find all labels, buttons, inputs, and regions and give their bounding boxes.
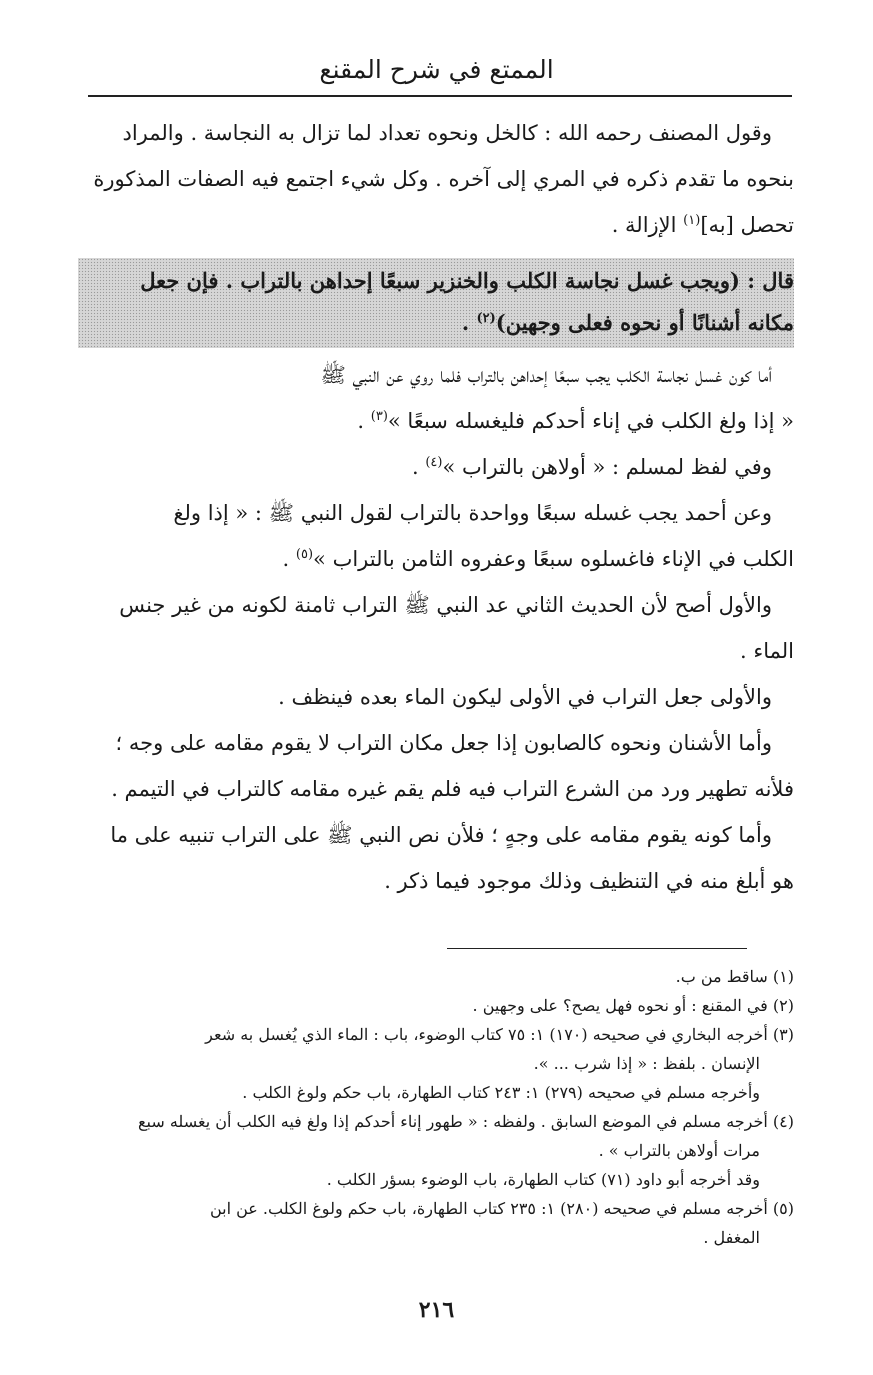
text-segment: تحصل [به] (700, 213, 794, 237)
text-segment: « إذا ولغ الكلب في إناء أحدكم فليغسله سبعًا » (387, 409, 794, 433)
text-segment: وفي لفظ لمسلم : « أولاهن بالتراب » (442, 455, 772, 479)
page-number: ٢١٦ (418, 1297, 455, 1323)
quote-line (78, 302, 794, 344)
footnote-marker: (٥) (295, 547, 314, 562)
text-line: وأما كونه يقوم مقامه على وجهٍ ؛ فلأن نص النبي ﷺ على التراب تنبيه على ما (110, 823, 772, 847)
footnote: (٣) أخرجه البخاري في صحيحه (١٧٠) ١: ٧٥ كتاب الوضوء، باب : الماء الذي يُغسل به شعر (205, 1025, 794, 1044)
main-text (78, 110, 794, 904)
text-line: والأول أصح لأن الحديث الثاني عد النبي ﷺ التراب ثامنة لكونه من غير جنس (119, 593, 772, 617)
matn-quote-box (78, 258, 794, 348)
text-line: هو أبلغ منه في التنظيف وذلك موجود فيما ذكر . (384, 869, 794, 893)
footnote: (١) ساقط من ب. (675, 967, 794, 986)
text-line: الماء . (740, 639, 794, 663)
text-segment: الإزالة . (611, 213, 677, 237)
footnote-marker: (٣) (370, 409, 388, 424)
text-line: أما كون غسل نجاسة الكلب يجب سبعًا إحداهن بالتراب فلما روي عن النبي ﷺ (320, 363, 772, 387)
footnote-marker: (٢) (476, 311, 496, 326)
footnote-marker: (٤) (425, 455, 443, 470)
text-line: وعن أحمد يجب غسله سبعًا وواحدة بالتراب لقول النبي ﷺ : « إذا ولغ (173, 501, 772, 525)
footnote-continuation: وأخرجه مسلم في صحيحه (٢٧٩) ١: ٢٤٣ كتاب الطهارة، باب حكم ولوغ الكلب . (242, 1083, 760, 1102)
header-divider (88, 95, 792, 97)
footnote-continuation: مرات أولاهن بالتراب » . (598, 1141, 760, 1160)
text-line: والأولى جعل التراب في الأولى ليكون الماء بعده فينظف . (278, 685, 772, 709)
footnote-divider (447, 948, 747, 949)
text-line: الكلب في الإناء فاغسلوه سبعًا وعفروه الثامن بالتراب »$^{(٥)}$ . (282, 547, 794, 571)
footnote-marker: (١) (683, 213, 701, 228)
text-line (78, 202, 794, 248)
footnote-continuation: الإنسان . بلفظ : « إذا شرب ... ». (533, 1054, 760, 1073)
text-segment: . (461, 310, 470, 335)
footnotes (78, 962, 794, 1252)
running-header: الممتع في شرح المقنع (319, 55, 554, 84)
text-segment: الكلب في الإناء فاغسلوه سبعًا وعفروه الثامن بالتراب » (313, 547, 794, 571)
footnote: (٤) أخرجه مسلم في الموضع السابق . ولفظه : « طهور إناء أحدكم إذا ولغ فيه الكلب أن يغسله سبع (137, 1112, 794, 1131)
text-line: وأما الأشنان ونحوه كالصابون إذا جعل مكان التراب لا يقوم مقامه على وجه ؛ (115, 731, 772, 755)
text-line: « إذا ولغ الكلب في إناء أحدكم فليغسله سبعًا »$^{(٣)}$ . (357, 409, 794, 433)
footnote-continuation: وقد أخرجه أبو داود (٧١) كتاب الطهارة، باب الوضوء بسؤر الكلب . (326, 1170, 760, 1189)
text-line: وقول المصنف رحمه الله : كالخل ونحوه تعداد لما تزال به النجاسة . والمراد (122, 121, 772, 145)
footnote: (٢) في المقنع : أو نحوه فهل يصح؟ على وجهين . (472, 996, 794, 1015)
text-line: بنحوه ما تقدم ذكره في المري إلى آخره . وكل شيء اجتمع فيه الصفات المذكورة (93, 167, 794, 191)
footnote-continuation: المغفل . (703, 1228, 760, 1247)
footnote: (٥) أخرجه مسلم في صحيحه (٢٨٠) ١: ٢٣٥ كتاب الطهارة، باب حكم ولوغ الكلب. عن ابن (209, 1199, 794, 1218)
text-segment: مكانه أشنانًا أو نحوه فعلى وجهين) (495, 310, 794, 335)
quote-line: قال : (ويجب غسل نجاسة الكلب والخنزير سبعًا إحداهن بالتراب . فإن جعل (140, 268, 794, 293)
text-line: فلأنه تطهير ورد من الشرع التراب فيه فلم يقم غيره مقامه كالتراب في التيمم . (111, 777, 794, 801)
text-line: وفي لفظ لمسلم : « أولاهن بالتراب »$^{(٤)}$ . (411, 455, 772, 479)
